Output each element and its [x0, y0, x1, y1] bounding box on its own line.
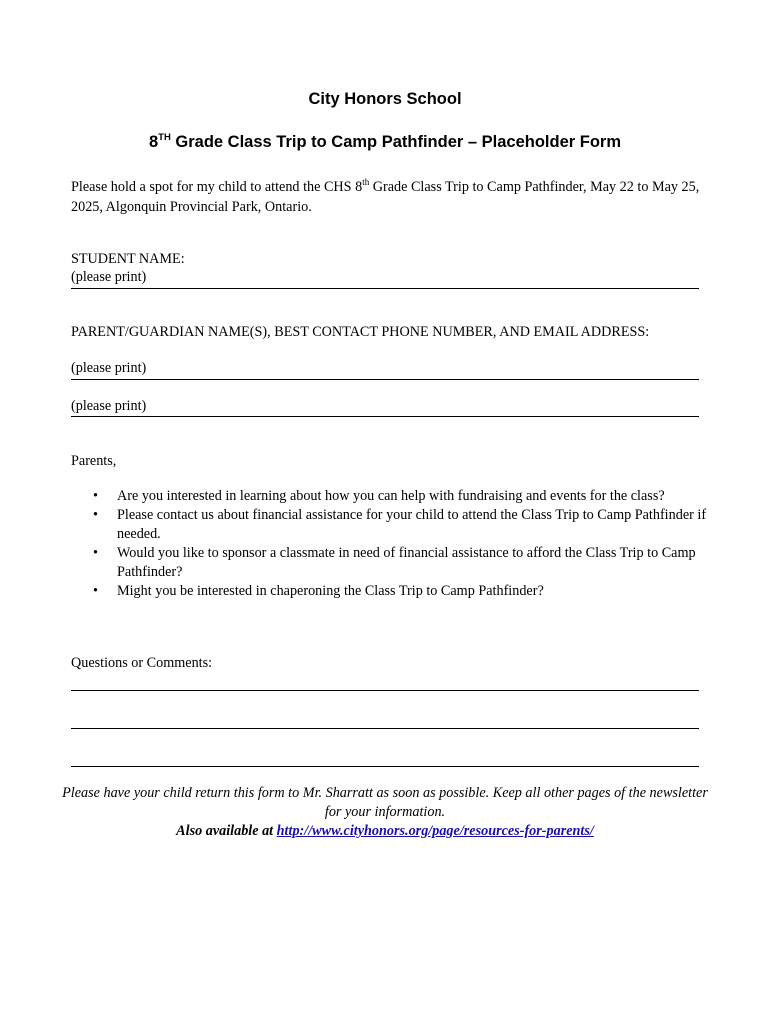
bullet-icon: • — [93, 545, 98, 561]
student-name-hint: (please print) — [71, 269, 147, 285]
footer-availability — [60, 822, 710, 841]
list-item-text: Are you interested in learning about how you can help with fundraising and events for the class? — [117, 488, 665, 504]
bullet-icon: • — [93, 583, 98, 599]
questions-line-3[interactable] — [71, 766, 699, 767]
parents-bullet-list — [89, 487, 709, 601]
parent-info-hint-1: (please print) — [71, 360, 147, 376]
footer-instructions: Please have your child return this form to Mr. Sharratt as soon as possible. Keep all other pages of the newsletter for your information. — [62, 785, 708, 820]
questions-line-1[interactable] — [71, 690, 699, 691]
list-item — [89, 544, 709, 582]
student-name-label: STUDENT NAME: — [71, 251, 185, 267]
parent-info-label: PARENT/GUARDIAN NAME(S), BEST CONTACT PHONE NUMBER, AND EMAIL ADDRESS: — [71, 324, 650, 340]
title-prefix: 8 — [148, 133, 159, 151]
intro-paragraph — [71, 178, 701, 217]
list-item-text: Please contact us about financial assistance for your child to attend the Class Trip to Camp Pathfinder if needed. — [117, 507, 707, 542]
footer-note — [60, 784, 710, 841]
parent-info-line-1[interactable] — [71, 379, 699, 380]
list-item — [89, 487, 709, 506]
intro-part2: Grade Class Trip to Camp Pathfinder, May 22 to May 25, 2025, Algonquin Provincial Park, Ontario. — [71, 179, 700, 215]
title-rest: Grade Class Trip to Camp Pathfinder – Placeholder Form — [170, 133, 622, 151]
list-item — [89, 582, 709, 601]
list-item-text: Might you be interested in chaperoning the Class Trip to Camp Pathfinder? — [117, 583, 544, 599]
intro-part1: Please hold a spot for my child to attend the CHS 8 — [71, 179, 363, 195]
school-name: City Honors School — [308, 90, 462, 108]
also-available-label: Also available at — [176, 823, 277, 839]
student-name-line[interactable] — [71, 288, 699, 289]
resources-link[interactable]: http://www.cityhonors.org/page/resources-for-parents/ — [276, 823, 594, 839]
list-item — [89, 506, 709, 544]
questions-line-2[interactable] — [71, 728, 699, 729]
bullet-icon: • — [93, 488, 98, 504]
list-item-text: Would you like to sponsor a classmate in need of financial assistance to afford the Class Trip to Camp Pathfinder? — [117, 545, 696, 580]
form-title — [0, 133, 770, 152]
intro-superscript: th — [362, 177, 370, 187]
parent-info-hint-2: (please print) — [71, 398, 147, 414]
parent-info-line-2[interactable] — [71, 416, 699, 417]
parents-greeting: Parents, — [71, 453, 117, 469]
questions-label: Questions or Comments: — [71, 655, 213, 671]
title-superscript: TH — [158, 132, 171, 143]
bullet-icon: • — [93, 507, 98, 523]
